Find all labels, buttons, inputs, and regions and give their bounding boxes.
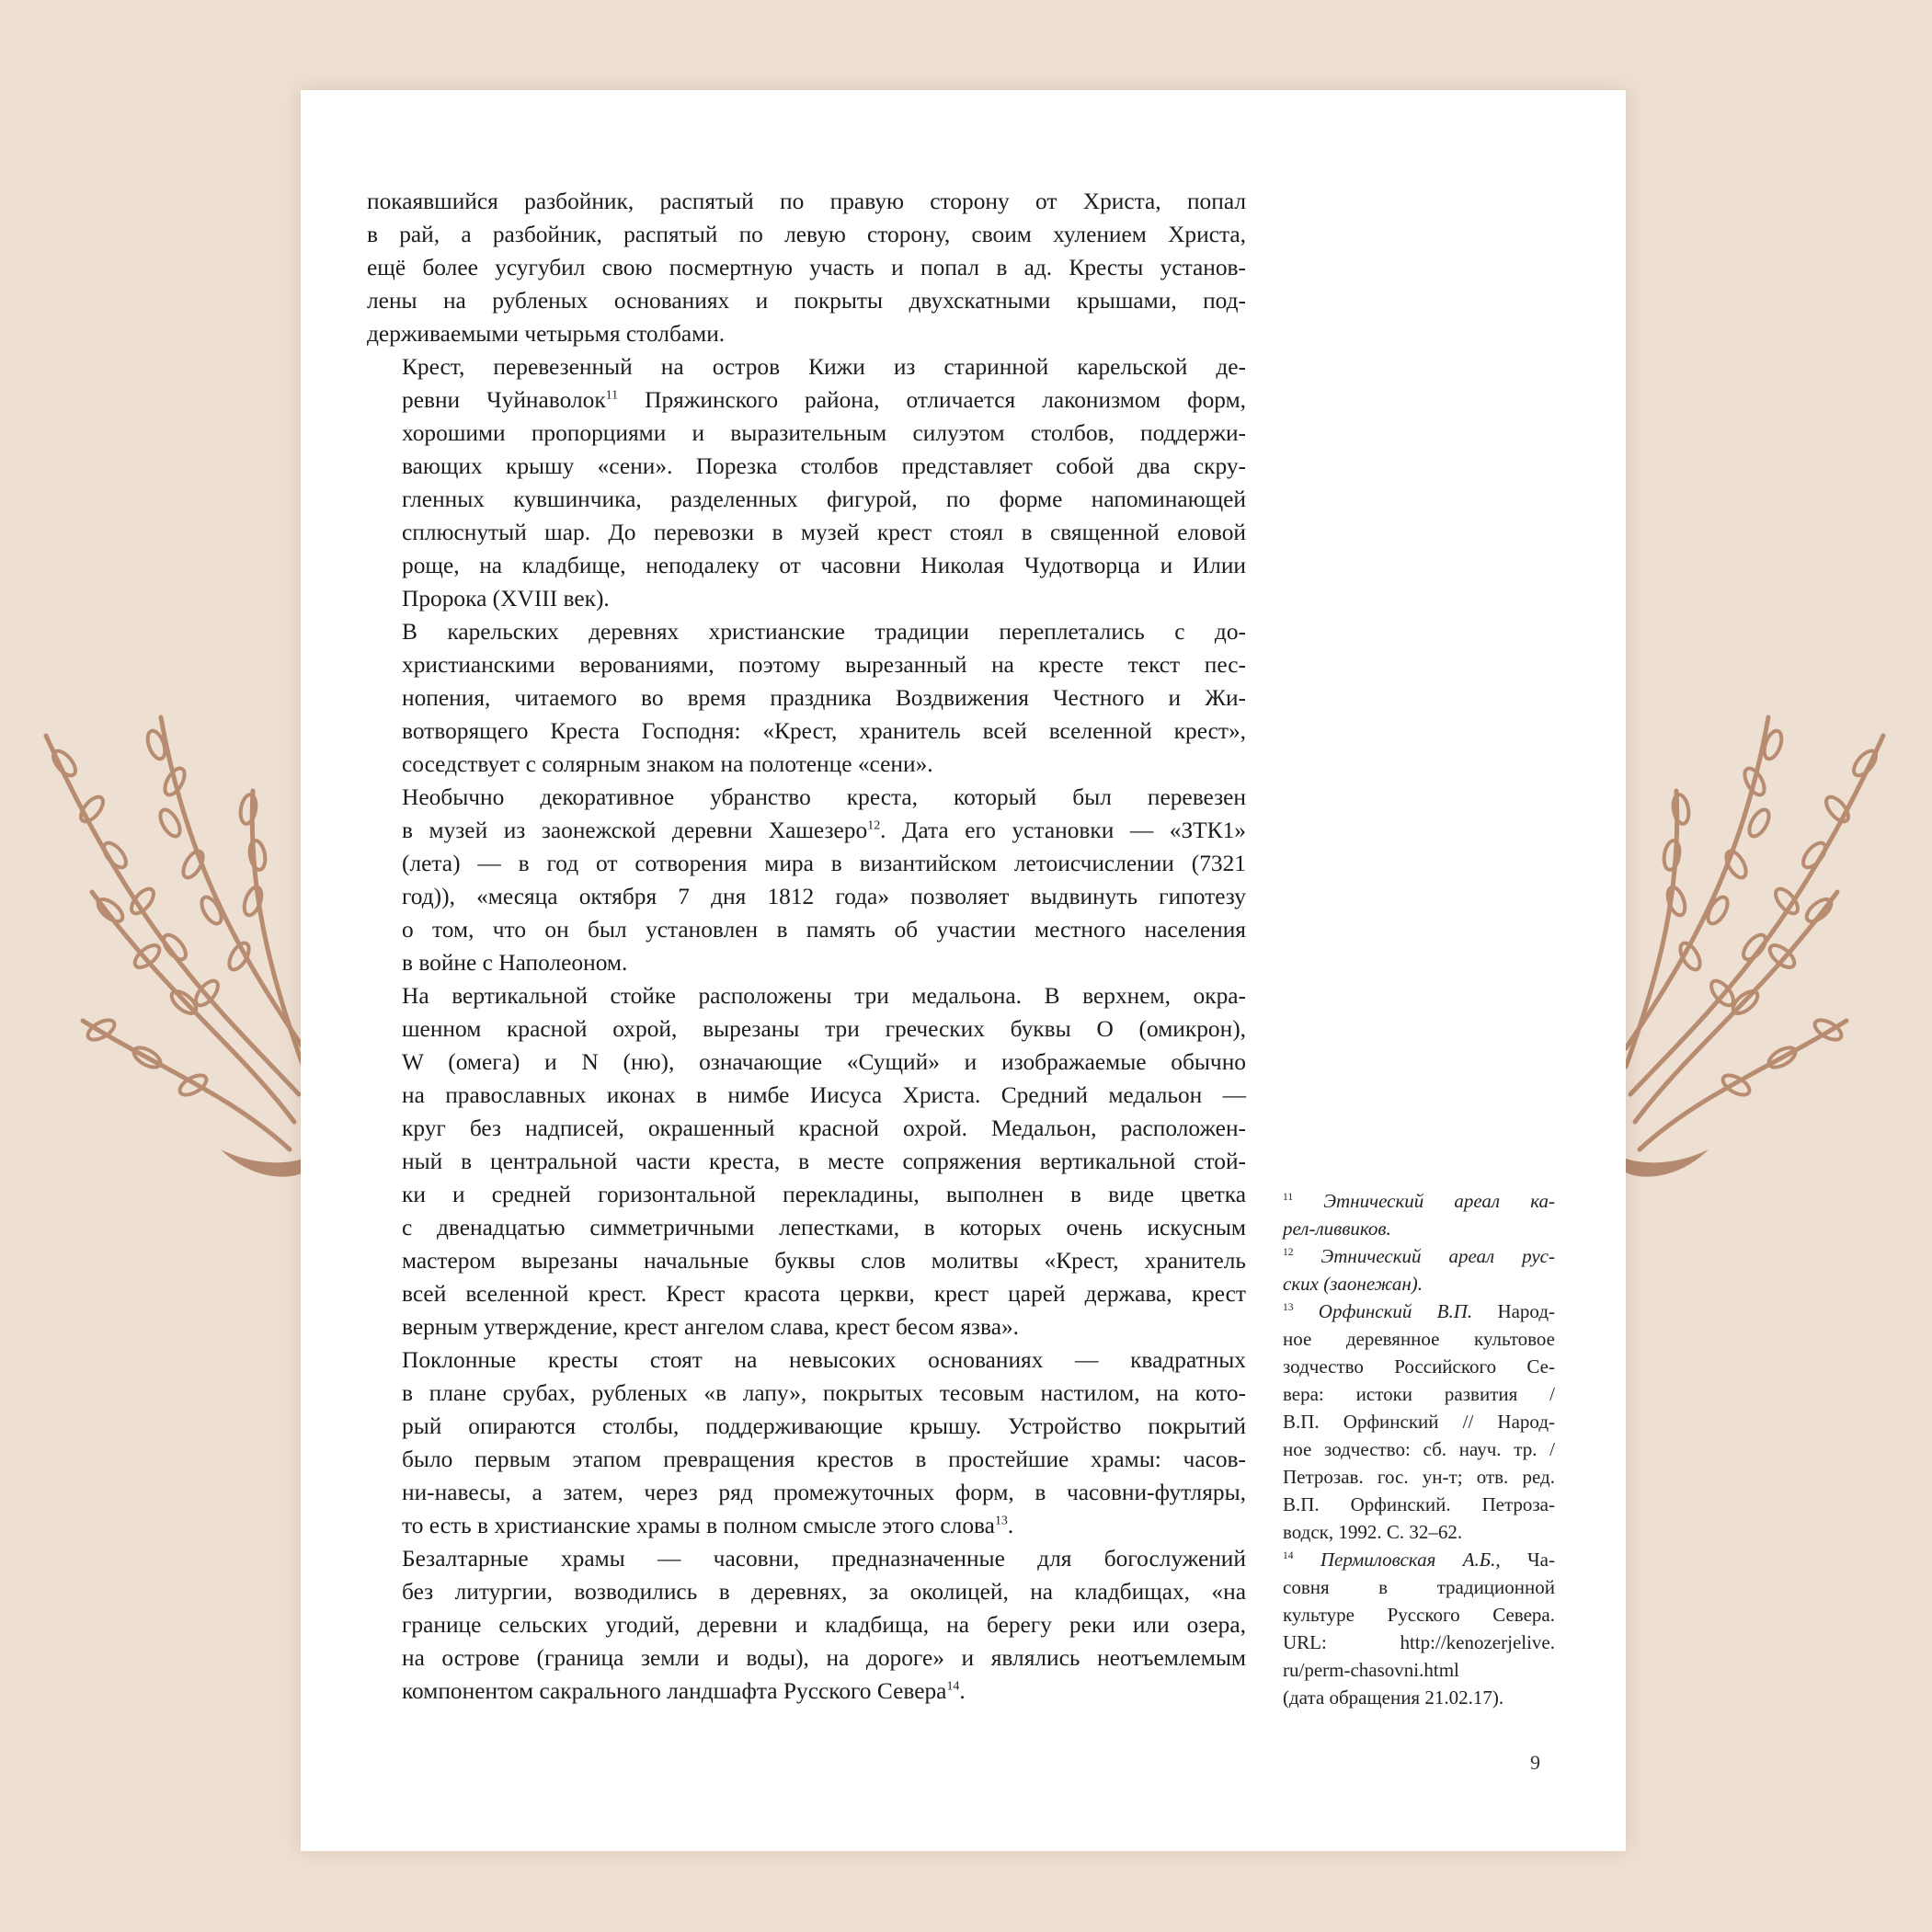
footnote [1283, 1298, 1555, 1546]
footnote-ref: 14 [946, 1679, 960, 1694]
footnote-line: $^{14}$ Пермиловская А.Б., Ча- [1283, 1549, 1555, 1571]
text-line: ки и средней горизонтальной перекладины, выполнен в виде цветка [402, 1182, 1246, 1207]
text-line: Поклонные кресты стоят на невысоких основаниях — квадратных [402, 1347, 1246, 1373]
footnote-line: зодчество Российского Се- [1283, 1355, 1555, 1378]
text-line: границе сельских угодий, деревни и кладбища, на берегу реки или озера, [402, 1612, 1246, 1638]
text-line: всей вселенной крест. Крест красота церкви, крест царей держава, крест [402, 1281, 1246, 1307]
footnote-line: водск, 1992. С. 32–62. [1283, 1521, 1463, 1543]
footnote-line: ное зодчество: сб. науч. тр. / [1283, 1438, 1555, 1460]
footnote-ref: 13 [994, 1514, 1008, 1528]
footnote-italic-text: Пермиловская А.Б., [1320, 1549, 1501, 1571]
page-number: 9 [1530, 1751, 1540, 1774]
text-line: то есть в христианские храмы в полном смысле этого слова$^{13}$. [402, 1513, 1014, 1538]
footnote-line: (дата обращения 21.02.17). [1283, 1686, 1504, 1709]
text-line: рый опираются столбы, поддерживающие крышу. Устройство покрытий [402, 1413, 1246, 1439]
text-line: В карельских деревнях христианские традиции переплетались с до- [402, 619, 1246, 645]
footnote [1283, 1242, 1555, 1298]
text-line: лены на рубленых основаниях и покрыты двухскатными крышами, под- [367, 288, 1246, 314]
text-line: в рай, а разбойник, распятый по левую сторону, своим хулением Христа, [367, 222, 1246, 247]
text-line: Безалтарные храмы — часовни, предназначенные для богослужений [402, 1546, 1246, 1572]
body-paragraph [367, 185, 1246, 350]
footnote-line: вера: истоки развития / [1283, 1383, 1555, 1405]
text-line: Пророка (XVIII век). [402, 586, 610, 612]
text-line: держиваемыми четырьмя столбами. [367, 321, 726, 347]
text-line: о том, что он был установлен в память об участии местного населения [402, 917, 1246, 943]
footnote-line: $^{13}$ Орфинский В.П. Народ- [1283, 1300, 1555, 1322]
body-paragraph [367, 979, 1246, 1343]
text-line: вающих крышу «сени». Порезка столбов представляет собой два скру- [402, 453, 1246, 479]
text-line: шенном красной охрой, вырезаны три греческих буквы О (омикрон), [402, 1016, 1246, 1042]
text-line: год)), «месяца октября 7 дня 1812 года» позволяет выдвинуть гипотезу [402, 884, 1246, 909]
body-paragraph [367, 615, 1246, 781]
text-line: в войне с Наполеоном. [402, 950, 628, 976]
text-line: верным утверждение, крест ангелом слава, крест бесом язва». [402, 1314, 1020, 1340]
footnote-line: ru/perm-chasovni.html [1283, 1659, 1459, 1681]
text-line: с двенадцатью симметричными лепестками, в которых очень искусным [402, 1215, 1246, 1240]
footnotes-column [1283, 1187, 1555, 1711]
text-line: мастером вырезаны начальные буквы слов молитвы «Крест, хранитель [402, 1248, 1246, 1274]
footnote-ref: 12 [867, 818, 881, 833]
text-line: роще, на кладбище, неподалеку от часовни Николая Чудотворца и Илии [402, 553, 1246, 578]
footnote-line [1283, 1270, 1555, 1298]
footnote-line: URL: http://kenozerjelive. [1283, 1631, 1555, 1653]
text-line: сплюснутый шар. До перевозки в музей крест стоял в священной еловой [402, 520, 1246, 545]
text-line: на острове (граница земли и воды), на дороге» и являлись неотъемлемым [402, 1645, 1246, 1671]
footnote-number: 12 [1283, 1247, 1294, 1258]
text-line: нопения, читаемого во время праздника Воздвижения Честного и Жи- [402, 685, 1246, 711]
text-line: Крест, перевезенный на остров Кижи из старинной карельской де- [402, 354, 1246, 380]
footnote-italic-text: Этнический ареал ка- [1323, 1190, 1555, 1212]
body-paragraph [367, 350, 1246, 615]
footnote-number: 14 [1283, 1550, 1294, 1561]
text-line: Необычно декоративное убранство креста, который был перевезен [402, 784, 1246, 810]
text-line: в музей из заонежской деревни Хашезеро$^{12}$. Дата его установки — «ЗТК1» [402, 817, 1247, 843]
book-page [301, 90, 1626, 1851]
footnote-line: В.П. Орфинский // Народ- [1283, 1411, 1555, 1433]
text-line: вотворящего Креста Господня: «Крест, хранитель всей вселенной крест», [402, 718, 1246, 744]
main-text-column [367, 185, 1246, 1708]
text-line: без литургии, возводились в деревнях, за околицей, на кладбищах, «на [402, 1579, 1246, 1605]
text-line: ещё более усугубил свою посмертную участь и попал в ад. Кресты установ- [367, 255, 1246, 280]
footnote [1283, 1546, 1555, 1711]
footnote-number: 11 [1283, 1192, 1294, 1203]
footnote-line: совня в традиционной [1283, 1576, 1555, 1598]
footnote-line: В.П. Орфинский. Петроза- [1283, 1493, 1555, 1515]
willow-branch-right-icon [1626, 662, 1902, 1195]
footnote-number: 13 [1283, 1302, 1294, 1313]
text-line: покаявшийся разбойник, распятый по правую сторону от Христа, попал [367, 189, 1246, 214]
text-line: ни-навесы, а затем, через ряд промежуточных форм, в часовни-футляры, [402, 1480, 1246, 1505]
text-line: круг без надписей, окрашенный красной охрой. Медальон, расположен- [402, 1115, 1246, 1141]
footnote-line [1283, 1242, 1555, 1270]
text-line: христианскими верованиями, поэтому вырезанный на кресте текст пес- [402, 652, 1246, 678]
footnote-ref: 11 [605, 388, 619, 403]
footnote [1283, 1187, 1555, 1242]
body-paragraph [367, 1542, 1246, 1708]
footnote-line [1283, 1187, 1555, 1215]
text-line: хорошими пропорциями и выразительным силуэтом столбов, поддержи- [402, 420, 1246, 446]
willow-branch-left-icon [28, 662, 303, 1195]
footnote-line [1283, 1215, 1555, 1242]
text-line: ный в центральной части креста, в месте сопряжения вертикальной стой- [402, 1149, 1246, 1174]
text-line: W (омега) и N (ню), означающие «Сущий» и изображаемые обычно [402, 1049, 1246, 1075]
text-line: в плане срубах, рубленых «в лапу», покрытых тесовым настилом, на кото- [402, 1380, 1246, 1406]
text-line: гленных кувшинчика, разделенных фигурой, по форме напоминающей [402, 486, 1246, 512]
text-line: на православных иконах в нимбе Иисуса Христа. Средний медальон — [402, 1082, 1246, 1108]
body-paragraph [367, 781, 1246, 979]
text-line: (лета) — в год от сотворения мира в византийском летоисчислении (7321 [402, 851, 1246, 876]
footnote-italic-text: Орфинский В.П. [1318, 1300, 1473, 1322]
footnote-line: ное деревянное культовое [1283, 1328, 1555, 1350]
text-line: соседствует с солярным знаком на полотенце «сени». [402, 751, 933, 777]
footnote-line: культуре Русского Севера. [1283, 1604, 1555, 1626]
text-line: было первым этапом превращения крестов в простейшие храмы: часов- [402, 1446, 1246, 1472]
footnote-italic-text: рел-ливвиков. [1283, 1218, 1391, 1240]
text-line: ревни Чуйнаволок$^{11}$ Пряжинского района, отличается лаконизмом форм, [402, 387, 1246, 413]
body-paragraph [367, 1343, 1246, 1542]
text-line: На вертикальной стойке расположены три медальона. В верхнем, окра- [402, 983, 1246, 1009]
footnote-line: Петрозав. гос. ун-т; отв. ред. [1283, 1466, 1555, 1488]
footnote-italic-text: ских (заонежан). [1283, 1273, 1423, 1295]
text-line: компонентом сакрального ландшафта Русского Севера$^{14}$. [402, 1678, 966, 1704]
footnote-italic-text: Этнический ареал рус- [1320, 1245, 1555, 1267]
